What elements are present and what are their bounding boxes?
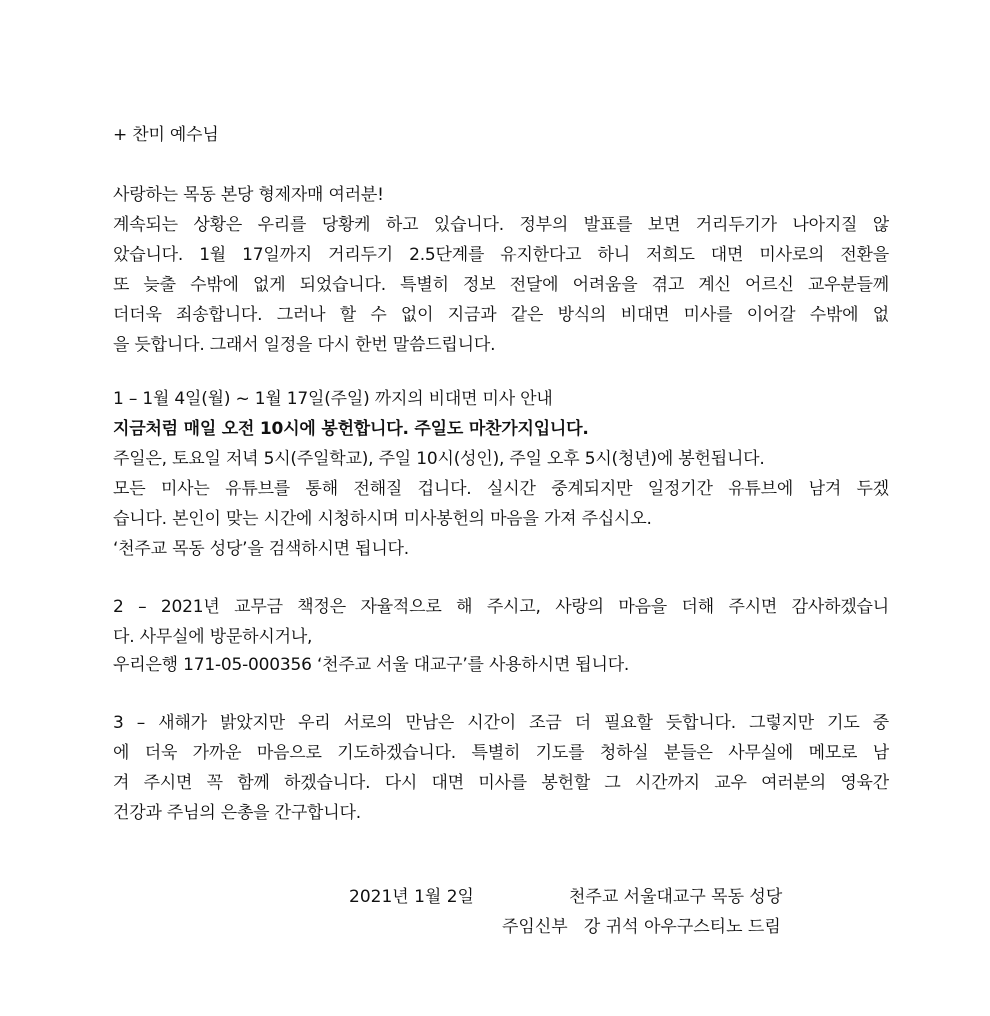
section1-line: 주일은, 토요일 저녁 5시(주일학교), 주일 10시(성인), 주일 오후 5시(청년)에 봉헌됩니다. <box>113 449 765 469</box>
intro-line: 더더욱 죄송합니다. 그러나 할 수 없이 지금과 같은 방식의 비대면 미사를 이어갈 수밖에 없 <box>113 305 889 325</box>
section3-line: 겨 주시면 꼭 함께 하겠습니다. 다시 대면 미사를 봉헌할 그 시간까지 교우 여러분의 영육간 <box>113 773 889 793</box>
section2-line: 2 – 2021년 교무금 책정은 자율적으로 해 주시고, 사랑의 마음을 더해 주시면 감사하겠습니 <box>113 597 889 617</box>
section3-line: 에 더욱 가까운 마음으로 기도하겠습니다. 특별히 기도를 청하실 분들은 사무실에 메모로 남 <box>113 743 889 763</box>
intro-line: 또 늦출 수밖에 없게 되었습니다. 특별히 정보 전달에 어려움을 겪고 계신 어르신 교우분들께 <box>113 275 889 295</box>
intro-line: 계속되는 상황은 우리를 당황케 하고 있습니다. 정부의 발표를 보면 거리두기가 나아지질 않 <box>113 215 889 235</box>
section2-line: 우리은행 171-05-000356 ‘천주교 서울 대교구’를 사용하시면 됩니다. <box>113 655 630 675</box>
intro-line: 았습니다. 1월 17일까지 거리두기 2.5단계를 유지한다고 하니 저희도 대면 미사로의 전환을 <box>113 245 889 265</box>
section1-line: ‘천주교 목동 성당’을 검색하시면 됩니다. <box>113 539 409 559</box>
section1-line: 습니다. 본인이 맞는 시간에 시청하시며 미사봉헌의 마음을 가져 주십시오. <box>113 509 652 529</box>
section3-line: 3 – 새해가 밝았지만 우리 서로의 만남은 시간이 조금 더 필요할 듯합니다. 그렇지만 기도 중 <box>113 713 889 733</box>
letter-greeting: + 찬미 예수님 <box>113 125 219 145</box>
section2-line: 다. 사무실에 방문하시거나, <box>113 627 313 647</box>
section1-emphasis: 지금처럼 매일 오전 10시에 봉헌합니다. 주일도 마찬가지입니다. <box>113 419 589 439</box>
section3-line: 건강과 주님의 은총을 간구합니다. <box>113 803 361 823</box>
section1-line: 모든 미사는 유튜브를 통해 전해질 겁니다. 실시간 중계되지만 일정기간 유튜브에 남겨 두겠 <box>113 479 889 499</box>
closing-church: 천주교 서울대교구 목동 성당 <box>569 887 783 907</box>
closing-signer: 주임신부 강 귀석 아우구스티노 드림 <box>502 917 781 937</box>
closing-date: 2021년 1월 2일 <box>349 887 474 907</box>
intro-line: 을 듯합니다. 그래서 일정을 다시 한번 말씀드립니다. <box>113 335 496 355</box>
intro-salutation: 사랑하는 목동 본당 형제자매 여러분! <box>113 185 384 205</box>
section1-heading: 1 – 1월 4일(월) ~ 1월 17일(주일) 까지의 비대면 미사 안내 <box>113 389 553 409</box>
